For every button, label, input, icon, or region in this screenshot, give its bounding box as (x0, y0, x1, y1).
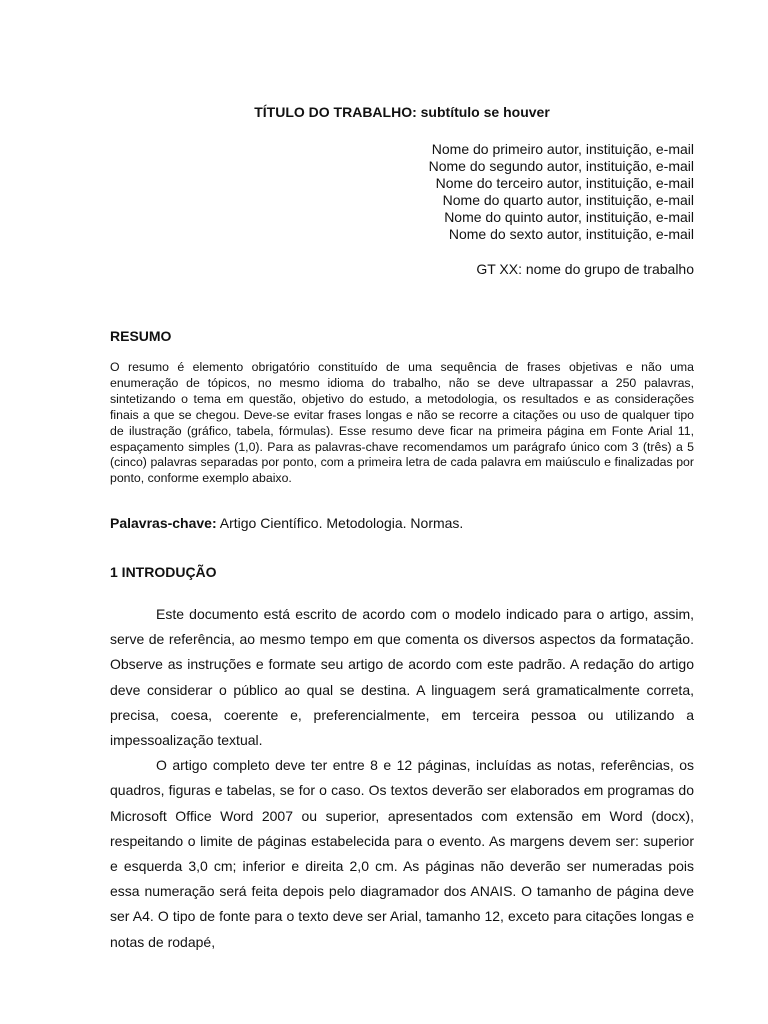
document-title: TÍTULO DO TRABALHO: subtítulo se houver (254, 104, 550, 120)
introducao-body (110, 602, 694, 955)
author-line: Nome do quarto autor, instituição, e-mail (442, 192, 694, 208)
resumo-text: O resumo é elemento obrigatório constituído de uma sequência de frases objetivas e não uma enumeração de tópicos, no mesmo idioma do trabalho, não se deve ultrapassar a 250 palavras, sintetizando o tema em questão, objetivo do estudo, a metodologia, os resultados e as considerações finais a que se chegou. Deve-se evitar frases longas e não se recorre a citações ou uso de qualquer tipo de ilustração (gráfico, tabela, fórmulas). Esse resumo deve ficar na primeira página em Fonte Arial 11, espaçamento simples (1,0). Para as palavras-chave recomendamos um parágrafo único com 3 (três) a 5 (cinco) palavras separadas por ponto, com a primeira letra de cada palavra em maiúsculo e finalizadas por ponto, conforme exemplo abaixo. (110, 360, 694, 486)
keywords-line (110, 513, 694, 533)
keywords-value: Artigo Científico. Metodologia. Normas. (219, 515, 464, 531)
working-group: GT XX: nome do grupo de trabalho (476, 261, 694, 277)
author-line: Nome do sexto autor, instituição, e-mail (448, 226, 694, 242)
introducao-heading: 1 INTRODUÇÃO (110, 564, 217, 580)
author-line: Nome do primeiro autor, instituição, e-mail (431, 141, 694, 157)
author-line: Nome do terceiro autor, instituição, e-mail (435, 175, 694, 191)
resumo-heading: RESUMO (110, 328, 172, 344)
keywords-label: Palavras-chave: (110, 515, 217, 531)
body-paragraph: Este documento está escrito de acordo com o modelo indicado para o artigo, assim, serve de referência, ao mesmo tempo em que comenta os diversos aspectos da formatação. Observe as instruções e formate seu artigo de acordo com este padrão. A redação do artigo deve considerar o público ao qual se destina. A linguagem será gramaticalmente correta, precisa, coesa, coerente e, preferencialmente, em terceira pessoa ou utilizando a impessoalização textual. (110, 606, 694, 749)
author-list (429, 141, 694, 243)
author-line: Nome do quinto autor, instituição, e-mail (444, 209, 694, 225)
author-line: Nome do segundo autor, instituição, e-mail (428, 158, 694, 174)
body-paragraph: O artigo completo deve ter entre 8 e 12 páginas, incluídas as notas, referências, os quadros, figuras e tabelas, se for o caso. Os textos deverão ser elaborados em programas do Microsoft Office Word 2007 ou superior, apresentados com extensão em Word (docx), respeitando o limite de páginas estabelecida para o evento. As margens devem ser: superior e esquerda 3,0 cm; inferior e direita 2,0 cm. As páginas não deverão ser numeradas pois essa numeração será feita depois pelo diagramador dos ANAIS. O tamanho de página deve ser A4. O tipo de fonte para o texto deve ser Arial, tamanho 12, exceto para citações longas e notas de rodapé, (110, 757, 694, 950)
